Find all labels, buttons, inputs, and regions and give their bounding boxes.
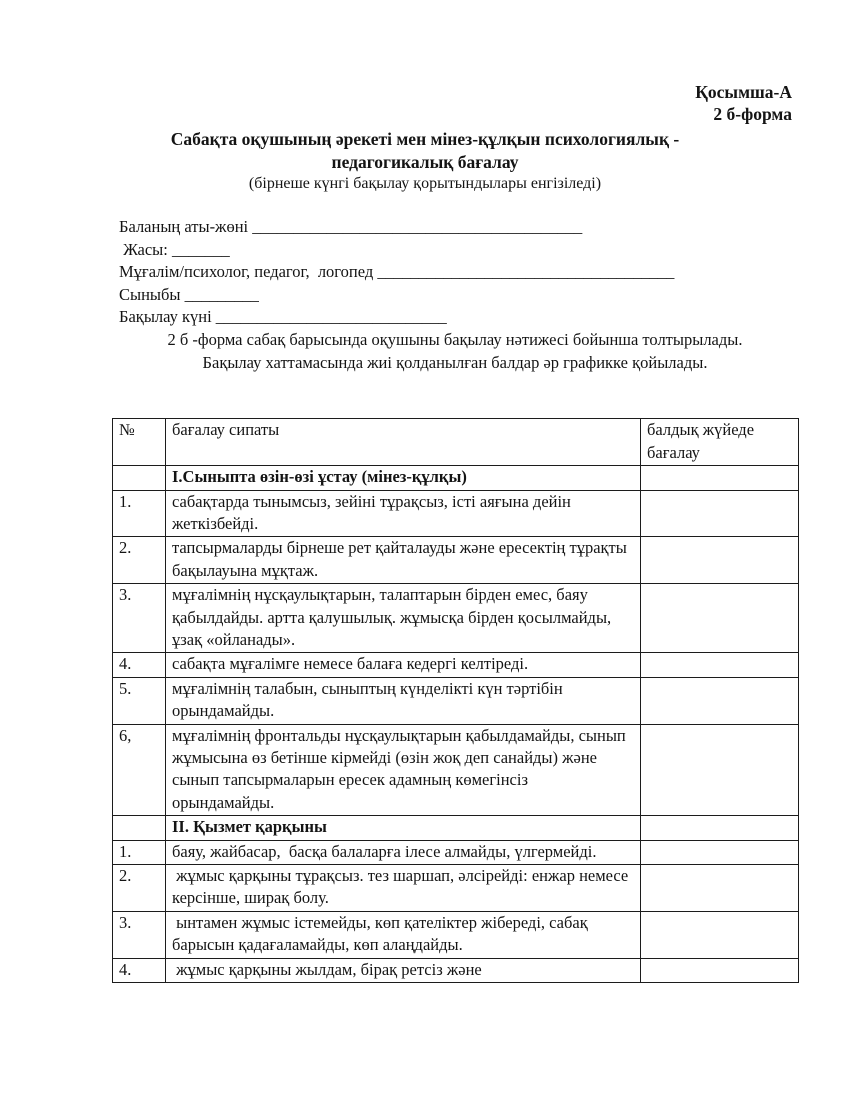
table-row [113, 584, 799, 653]
criterion-text: баяу, жайбасар, басқа балаларға ілесе алмайды, үлгермейді. [166, 840, 641, 864]
row-number-cell: 6, [113, 724, 166, 816]
section-title: ІІ. Қызмет қарқыны [166, 816, 641, 840]
field-teacher: Мұғалім/психолог, педагог, логопед ____________________________________ [119, 262, 675, 282]
column-header-description: бағалау сипаты [166, 419, 641, 466]
score-cell [641, 840, 799, 864]
row-number-cell: 4. [113, 653, 166, 677]
assessment-table [112, 418, 799, 983]
annex-label: Қосымша-А [695, 82, 792, 102]
instruction-note-2: Бақылау хаттамасында жиі қолданылған балдар әр графикке қойылады. [202, 352, 708, 372]
criterion-text: мұғалімнің талабын, сыныптың күнделікті күн тәртібін орындамайды. [166, 677, 641, 724]
score-cell [641, 677, 799, 724]
instruction-note-1: 2 б -форма сабақ барысында оқушыны бақылау нәтижесі бойынша толтырылады. [167, 329, 743, 349]
criterion-text: ынтамен жұмыс істемейды, көп қателіктер жібереді, сабақ барысын қадағаламайды, көп алаңдайды. [166, 911, 641, 958]
form-fields [0, 216, 850, 329]
form-label: 2 б-форма [713, 103, 792, 124]
score-cell [641, 724, 799, 816]
row-number-cell: 2. [113, 537, 166, 584]
table-row [113, 958, 799, 982]
row-number-cell: 1. [113, 490, 166, 537]
criterion-text: мұғалімнің нұсқаулықтарын, талаптарын бірден емес, баяу қабылдайды. артта қалушылық. жұмысқа бірден қосылмайды, ұзақ «ойланады». [166, 584, 641, 653]
table-header-row [113, 419, 799, 466]
section-title: І.Сыныпта өзін-өзі ұстау (мінез-құлқы) [166, 466, 641, 490]
score-cell [641, 584, 799, 653]
criterion-text: сабақта мұғалімге немесе балаға кедергі келтіреді. [166, 653, 641, 677]
table-row [113, 677, 799, 724]
score-cell [641, 466, 799, 490]
score-cell [641, 816, 799, 840]
table-section-row [113, 466, 799, 490]
row-number-cell: 3. [113, 911, 166, 958]
table-row [113, 724, 799, 816]
score-cell [641, 958, 799, 982]
row-number-cell: 2. [113, 865, 166, 912]
table-row [113, 911, 799, 958]
criterion-text: тапсырмаларды бірнеше рет қайталауды және ересектің тұрақты бақылауына мұқтаж. [166, 537, 641, 584]
table-section-row [113, 816, 799, 840]
row-number-cell: 3. [113, 584, 166, 653]
score-cell [641, 911, 799, 958]
score-cell [641, 490, 799, 537]
row-number-cell: 1. [113, 840, 166, 864]
table-row [113, 490, 799, 537]
table-row [113, 865, 799, 912]
row-number-cell [113, 466, 166, 490]
criterion-text: мұғалімнің фронтальды нұсқаулықтарын қабылдамайды, сынып жұмысына өз бетінше кірмейді (өзін жоқ деп санайды) және сынып тапсырмаларын ересек адамның көмегінсіз орындамайды. [166, 724, 641, 816]
row-number-cell [113, 816, 166, 840]
score-cell [641, 865, 799, 912]
criterion-text: жұмыс қарқыны жылдам, бірақ ретсіз және [166, 958, 641, 982]
score-cell [641, 537, 799, 584]
table-row [113, 537, 799, 584]
score-cell [641, 653, 799, 677]
page-title: Сабақта оқушының әрекеті мен мінез-құлқын психологиялық - педагогикалық бағалау [170, 129, 680, 172]
criterion-text: сабақтарда тынымсыз, зейіні тұрақсыз, істі аяғына дейін жеткізбейді. [166, 490, 641, 537]
field-child-name: Баланың аты-жөні ________________________________________ [119, 217, 583, 236]
criterion-text: жұмыс қарқыны тұрақсыз. тез шаршап, әлсірейді: енжар немесе керсінше, ширақ болу. [166, 865, 641, 912]
field-observation-date: Бақылау күні ____________________________ [119, 307, 447, 327]
row-number-cell: 4. [113, 958, 166, 982]
page-subtitle: (бірнеше күнгі бақылау қорытындылары енгізіледі) [248, 175, 602, 192]
field-grade: Сыныбы _________ [119, 284, 259, 304]
table-row [113, 840, 799, 864]
field-age: Жасы: _______ [119, 239, 230, 259]
column-header-score: балдық жүйеде бағалау [641, 419, 799, 466]
table-row [113, 653, 799, 677]
instructions [0, 329, 850, 374]
row-number-cell: 5. [113, 677, 166, 724]
corner-labels [0, 82, 850, 125]
column-header-number: № [113, 419, 166, 466]
